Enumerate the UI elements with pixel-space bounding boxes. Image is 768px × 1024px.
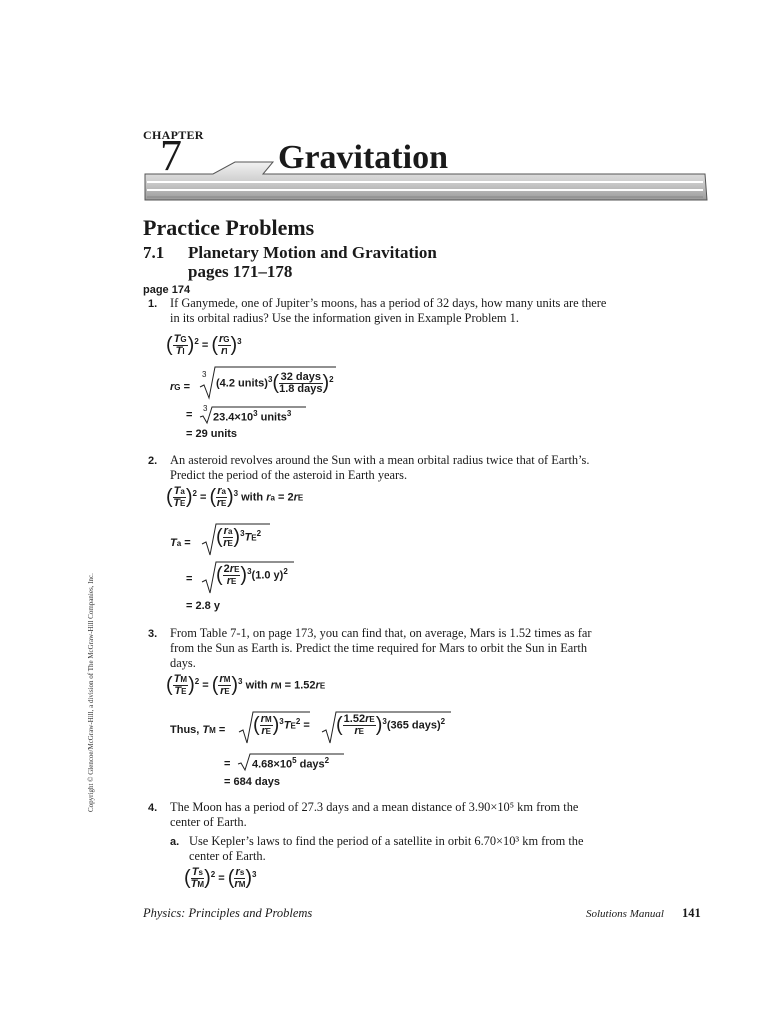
problem-2-number: 2. <box>148 455 158 467</box>
problem-1-kepler-equation: ( $\frac{TG}{TI}$ )$^2$ = ( $\frac{rG}{rI}$ )$^3$ <box>166 333 242 357</box>
page-reference: page 174 <box>143 284 191 296</box>
footer-page-number: 141 <box>682 906 701 920</box>
practice-heading: Practice Problems <box>143 215 315 240</box>
problem-3-step-3: = <box>224 758 231 770</box>
problem-3-tm-substitution: ( $\frac{1.52rE}{rE}$ )$^3$(365 days)$^2$ <box>336 713 446 737</box>
cube-root-index: 3 <box>203 404 208 413</box>
section-title: Planetary Motion and Gravitation <box>188 243 437 262</box>
section-number: 7.1 <box>143 243 165 262</box>
problem-4a-text: Use Kepler’s laws to find the period of a satellite in orbit 6.70×10³ km from the center of Earth. <box>189 834 584 863</box>
chapter-number: 7 <box>160 131 182 180</box>
problem-2-text: An asteroid revolves around the Sun with a mean orbital radius twice that of Earth’s. Predict the period of the asteroid in Earth years. <box>170 453 590 482</box>
footer-manual-label: Solutions Manual <box>586 908 664 920</box>
problem-1-rg-expression: (4.2 units)$^3$( 32 days 1.8 days )$^2$ <box>216 371 334 395</box>
cube-root-index: 3 <box>202 370 207 379</box>
problem-1-step-3-value: $23.4\times 10^3$ units$^3$ <box>213 409 292 424</box>
problem-2-kepler-equation: ( $\frac{Ta}{TE}$ )$^2$ = ( $\frac{ra}{rE}$ )$^3$ with ra = 2rE <box>166 485 304 509</box>
problem-3-answer: = 684 days <box>224 776 280 788</box>
problem-1-step-3: = <box>186 409 193 421</box>
fraction-numerator: 32 days <box>280 371 321 383</box>
problem-3-text: From Table 7-1, on page 173, you can find that, on average, Mars is 1.52 times as far from the Sun as Earth is. Predict the time required for Mars to orbit the Sun in Earth days. <box>170 626 592 670</box>
problem-2-step-3: = <box>186 573 193 585</box>
problem-4-number: 4. <box>148 802 158 814</box>
problem-1-text: If Ganymede, one of Jupiter’s moons, has a period of 32 days, how many units are there in its orbital radius? Use the information given in Example Problem 1. <box>170 296 607 325</box>
problem-1-rg-label: rG = <box>170 381 190 393</box>
chapter-title: Gravitation <box>278 139 448 176</box>
problem-2-ta-expression: ( $\frac{ra}{rE}$ )$^3TE^2$ <box>216 525 262 549</box>
problem-4-text: The Moon has a period of 27.3 days and a mean distance of 3.90×10⁵ km from the center of Earth. <box>170 800 579 829</box>
chapter-label: CHAPTER <box>143 128 204 142</box>
problem-3-kepler-equation: ( $\frac{TM}{TE}$ )$^2$ = ( $\frac{rM}{rE}$ )$^3$ with rM = 1.52rE <box>166 673 326 697</box>
problem-1-number: 1. <box>148 298 158 310</box>
problem-1-answer: = 29 units <box>186 428 238 440</box>
copyright-notice: Copyright © Glencoe/McGraw-Hill, a division of The McGraw-Hill Companies, Inc. <box>87 573 95 812</box>
problem-2-ta-label: Ta = <box>170 537 191 549</box>
fraction-denominator: 1.8 days <box>279 383 323 395</box>
problem-3-tm-expression: ( $\frac{rM}{rE}$ )$^3TE^2$ = <box>253 713 310 737</box>
units-term: (4.2 units) <box>216 377 268 390</box>
problem-2-step-3-expression: ( $\frac{2rE}{rE}$ )$^3$(1.0 y)$^2$ <box>216 563 288 587</box>
problem-3-number: 3. <box>148 628 158 640</box>
section-pages: pages 171–178 <box>188 262 293 281</box>
problem-3-step-3-value: $4.68\times 10^5$ days$^2$ <box>252 756 330 771</box>
problem-4a-label: a. <box>170 836 180 848</box>
problem-2-answer: = 2.8 y <box>186 600 220 612</box>
footer-book-title: Physics: Principles and Problems <box>143 906 313 920</box>
problem-3-tm-label: Thus, TM = <box>170 724 226 736</box>
problem-4a-kepler-equation: ( $\frac{Ts}{TM}$ )$^2$ = ( $\frac{rs}{rM}$ )$^3$ <box>184 866 257 890</box>
